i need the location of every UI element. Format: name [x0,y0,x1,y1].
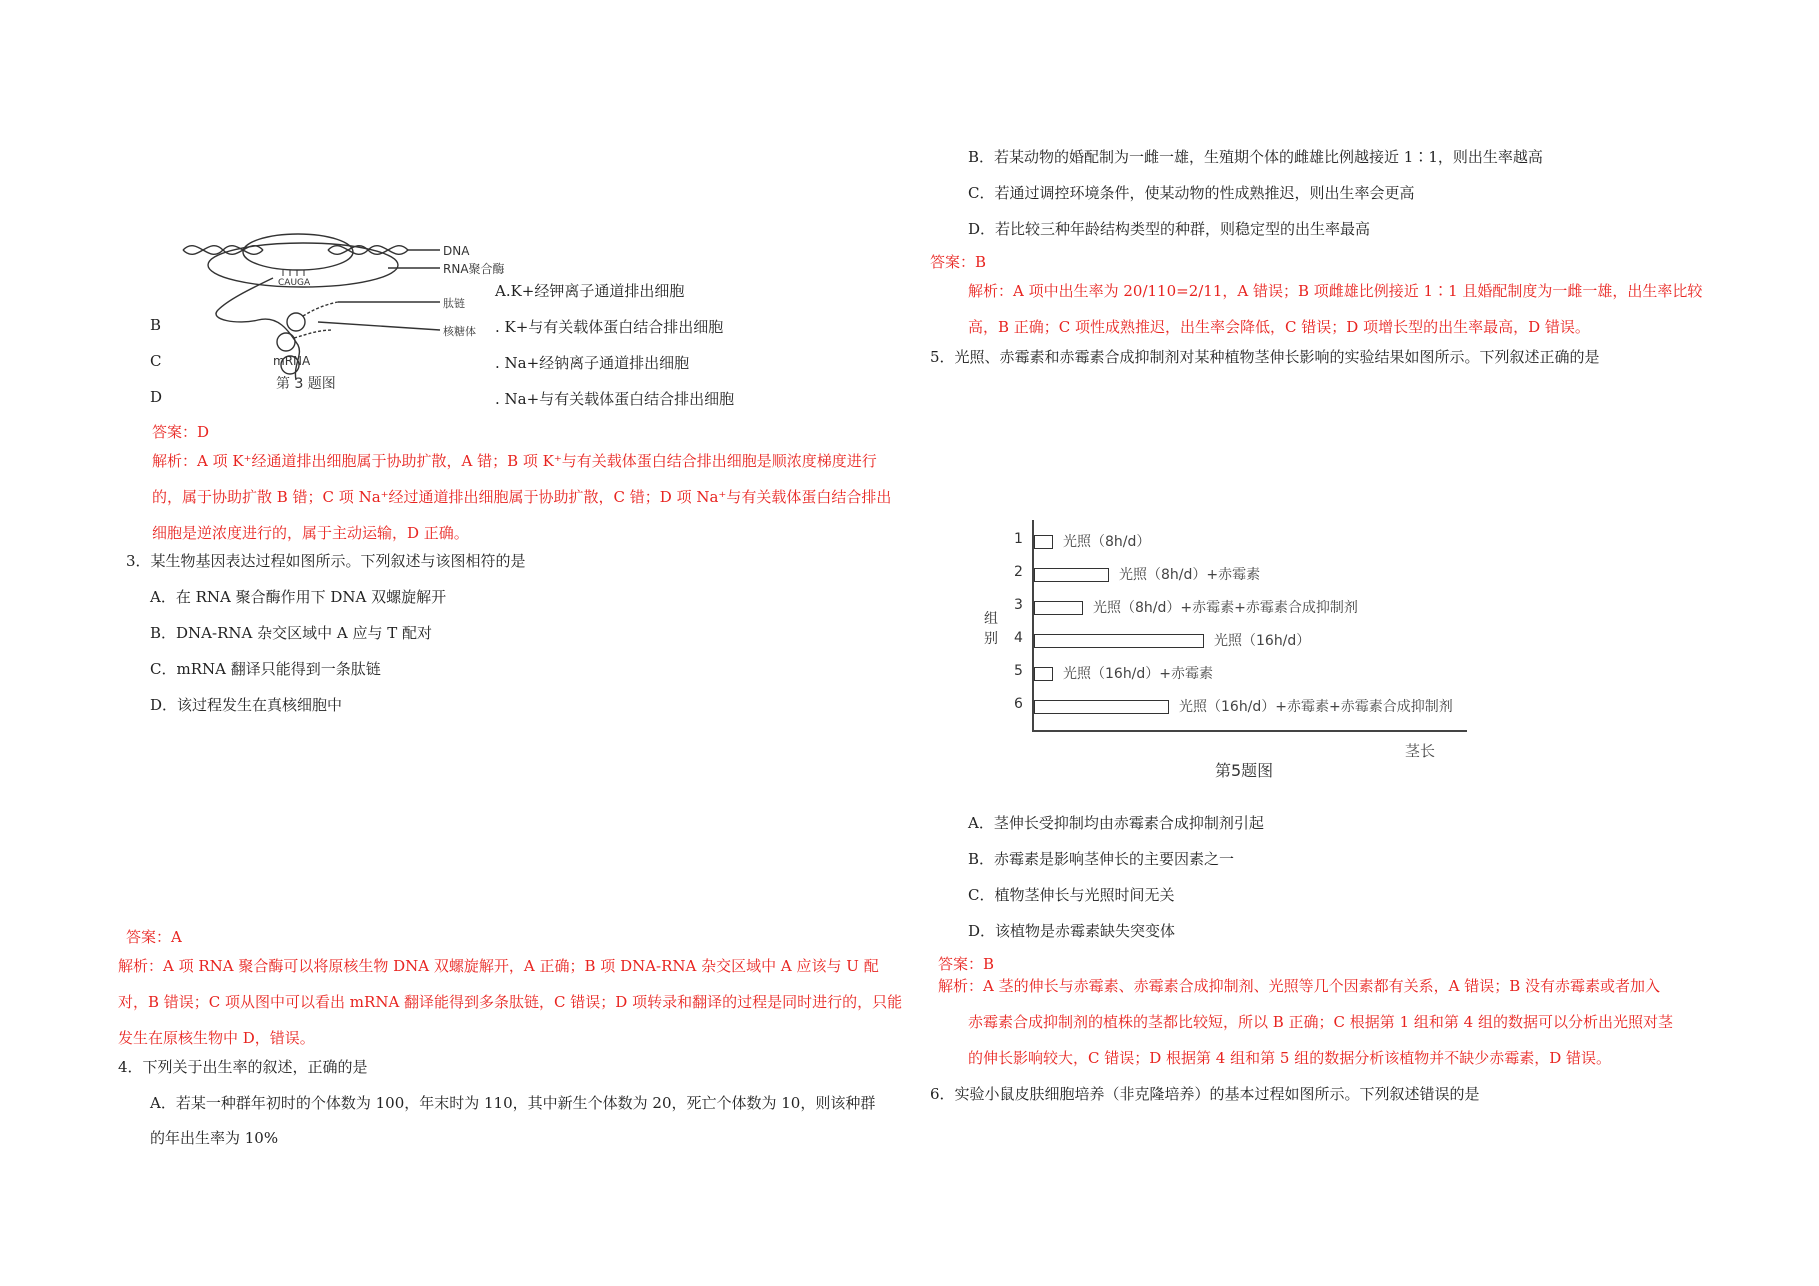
q5-option-c: C．植物茎伸长与光照时间无关 [968,886,1175,904]
chart-caption: 第5题图 [1215,761,1274,780]
sequence-label: CAUGA [278,278,311,288]
group-number-1: 1 [1014,531,1023,547]
q5-answer: 答案：B [938,955,995,973]
q3-option-a: A．在 RNA 聚合酶作用下 DNA 双螺旋解开 [150,588,447,606]
bar-label-2: 光照（8h/d）+赤霉素 [1119,567,1261,583]
group-number-6: 6 [1014,696,1023,712]
bar-group-3 [1034,601,1083,615]
dna-label: DNA [443,244,470,258]
q5-stem: 5．光照、赤霉素和赤霉素合成抑制剂对某种植物茎伸长影响的实验结果如图所示。下列叙述正确的是 [930,348,1600,366]
q2-option-c: . Na+经钠离子通道排出细胞 [495,354,690,372]
q2-answer: 答案：D [152,423,210,441]
group-number-3: 3 [1014,597,1023,613]
q3-option-b: B．DNA-RNA 杂交区域中 A 应与 T 配对 [150,624,433,642]
q4-stem: 4．下列关于出生率的叙述，正确的是 [118,1058,368,1076]
q2-option-b: . K+与有关载体蛋白结合排出细胞 [495,318,724,336]
q5-analysis-line1: 解析：A 茎的伸长与赤霉素、赤霉素合成抑制剂、光照等几个因素都有关系，A 错误；B 没有赤霉素或者加入 [938,977,1660,995]
q5-analysis-line3: 的伸长影响较大，C 错误；D 根据第 4 组和第 5 组的数据分析该植物并不缺少赤霉素，D 错误。 [968,1049,1611,1067]
q5-option-a: A．茎伸长受抑制均由赤霉素合成抑制剂引起 [968,814,1264,832]
q3-analysis: 解析：A 项 RNA 聚合酶可以将原核生物 DNA 双螺旋解开，A 正确；B 项 DNA-RNA 杂交区域中 A 应该与 U 配对，B 错误；C 项从图中可以看出 mRNA 翻译能得到多条肽链，C 错误；D 项转录和翻译的过程是同时进行的，只能发生在原核生物中 D，错误。 [118,957,903,1047]
bar-label-1: 光照（8h/d） [1063,534,1151,550]
group-number-5: 5 [1014,663,1023,679]
q2-option-d: . Na+与有关载体蛋白结合排出细胞 [495,390,735,408]
bar-label-5: 光照（16h/d）+赤霉素 [1063,666,1214,682]
q4-analysis: 解析：A 项中出生率为 20/110=2/11，A 错误；B 项雌雄比例接近 1∶1 且婚配制度为一雌一雄，出生率比较高，B 正确；C 项性成熟推迟，出生率会降低，C 错误；D 项增长型的出生率最高，D 错误。 [968,282,1703,336]
peptide-label: 肽链 [443,297,465,310]
bar-group-5 [1034,667,1053,681]
q4-option-a-line1: A．若某一种群年初时的个体数为 100，年末时为 110，其中新生个体数为 20，死亡个体数为 10，则该种群 [150,1094,876,1112]
rna-polymerase-label: RNA聚合酶 [443,262,505,276]
q4-option-d: D．若比较三种年龄结构类型的种群，则稳定型的出生率最高 [968,220,1371,238]
q3-option-c: C．mRNA 翻译只能得到一条肽链 [150,660,381,678]
q5-option-b: B．赤霉素是影响茎伸长的主要因素之一 [968,850,1235,868]
q5-chart [980,510,1500,780]
q2-option-a: A.K+经钾离子通道排出细胞 [495,282,685,300]
q5-option-d: D．该植物是赤霉素缺失突变体 [968,922,1176,940]
q2-option-b-letter: B [150,316,162,334]
bar-group-1 [1034,535,1053,549]
q3-stem: 3．某生物基因表达过程如图所示。下列叙述与该图相符的是 [126,552,526,570]
q2-option-c-letter: C [150,352,162,370]
chart-ylabel-1: 组 [984,611,998,627]
bar-group-4 [1034,634,1204,648]
chart-xlabel: 茎长 [1405,742,1436,760]
ribosome-label: 核糖体 [443,325,476,338]
chart-ylabel-2: 别 [984,631,998,647]
x-axis [1032,730,1467,732]
q3-answer: 答案：A [126,928,182,946]
group-number-2: 2 [1014,564,1023,580]
figure-caption: 第 3 题图 [276,376,336,392]
mrna-label: mRNA [273,354,311,368]
bar-label-3: 光照（8h/d）+赤霉素+赤霉素合成抑制剂 [1093,600,1358,616]
q4-option-b: B．若某动物的婚配制为一雌一雄，生殖期个体的雌雄比例越接近 1∶1，则出生率越高 [968,148,1543,166]
gene-expression-diagram [178,230,505,400]
q3-option-d: D．该过程发生在真核细胞中 [150,696,343,714]
bar-label-6: 光照（16h/d）+赤霉素+赤霉素合成抑制剂 [1179,699,1453,715]
bar-label-4: 光照（16h/d） [1214,633,1311,649]
q2-option-d-letter: D [150,388,163,406]
q4-answer: 答案：B [930,253,987,271]
q4-option-a-line2: 的年出生率为 10% [150,1129,279,1147]
q6-stem: 6．实验小鼠皮肤细胞培养（非克隆培养）的基本过程如图所示。下列叙述错误的是 [930,1085,1480,1103]
group-number-4: 4 [1014,630,1023,646]
bar-group-2 [1034,568,1109,582]
bar-group-6 [1034,700,1169,714]
q5-analysis-line2: 赤霉素合成抑制剂的植株的茎都比较短，所以 B 正确；C 根据第 1 组和第 4 组的数据可以分析出光照对茎 [968,1013,1673,1031]
q2-analysis: 解析：A 项 K⁺经通道排出细胞属于协助扩散，A 错；B 项 K⁺与有关载体蛋白结合排出细胞是顺浓度梯度进行的，属于协助扩散 B 错；C 项 Na⁺经过通道排出细胞属于协助扩散，C 错；D 项 Na⁺与有关载体蛋白结合排出细胞是逆浓度进行的，属于主动运输，D 正确。 [152,452,892,542]
q4-option-c: C．若通过调控环境条件，使某动物的性成熟推迟，则出生率会更高 [968,184,1415,202]
